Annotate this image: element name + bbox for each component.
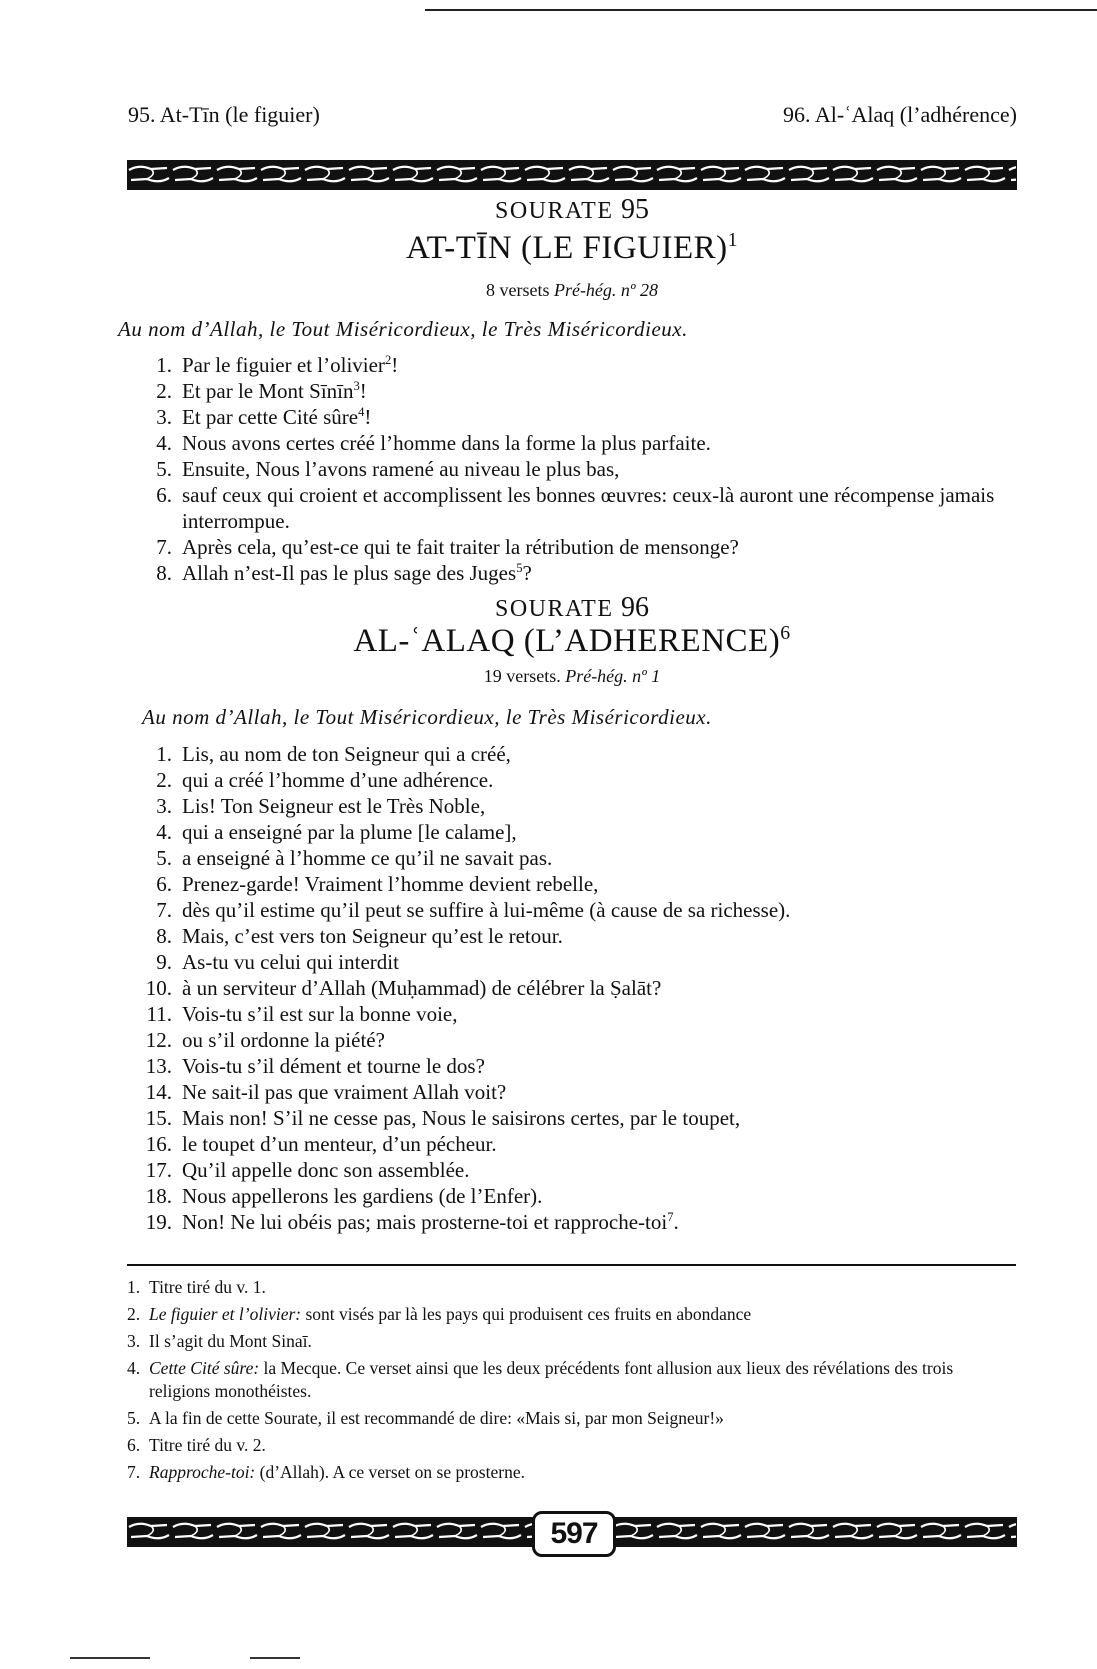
footnote-number: 6. — [127, 1435, 141, 1455]
verse-number: 5. — [156, 457, 172, 481]
footnote-ref: 7 — [667, 1210, 674, 1224]
verse-number: 5. — [156, 846, 172, 870]
verse-body: Nous appellerons les gardiens (de l’Enfer). — [182, 1184, 543, 1208]
footnote — [127, 1303, 1017, 1326]
verse-number: 15. — [145, 1106, 172, 1130]
footnote-text — [149, 1276, 1017, 1299]
verse-text — [182, 897, 1017, 923]
sourate-95-basmala: Au nom d’Allah, le Tout Miséricordieux, le Très Miséricordieux. — [118, 317, 688, 341]
verse-text — [182, 456, 1017, 482]
verse — [127, 1183, 1017, 1209]
verse-text — [182, 1105, 1017, 1131]
verse-text — [182, 819, 1017, 845]
verse — [127, 1131, 1017, 1157]
footnote-body: sont visés par là les pays qui produisent ces fruits en abondance — [301, 1304, 752, 1324]
verse — [127, 1001, 1017, 1027]
verse-number: 4. — [156, 431, 172, 455]
sourate-95-verses — [127, 352, 1017, 586]
verse-text — [182, 352, 1017, 378]
verse-text — [182, 1001, 1017, 1027]
verse-text — [182, 1027, 1017, 1053]
verse — [127, 975, 1017, 1001]
footnote — [127, 1461, 1017, 1484]
verse-body: Qu’il appelle donc son assemblée. — [182, 1158, 470, 1182]
footnote — [127, 1434, 1017, 1457]
verse — [127, 1105, 1017, 1131]
verse-punctuation: . — [673, 1210, 679, 1234]
verse-body: Et par le Mont Sīnīn — [182, 379, 354, 403]
verse-body: As-tu vu celui qui interdit — [182, 950, 399, 974]
footnote-term: Cette Cité sûre: — [149, 1358, 260, 1378]
verse — [127, 378, 1017, 404]
verse — [127, 456, 1017, 482]
verse-punctuation: ? — [522, 561, 532, 585]
footnote-body: Il s’agit du Mont Sinaī. — [149, 1331, 312, 1351]
verse — [127, 1209, 1017, 1235]
verse-text — [182, 378, 1017, 404]
verse-number: 4. — [156, 820, 172, 844]
verse-number: 10. — [145, 976, 172, 1000]
footnote — [127, 1330, 1017, 1353]
verse-body: le toupet d’un menteur, d’un pécheur. — [182, 1132, 497, 1156]
verse-number: 13. — [145, 1054, 172, 1078]
verse-number: 7. — [156, 535, 172, 559]
verse-text — [182, 1209, 1017, 1235]
verse — [127, 1027, 1017, 1053]
verse-text — [182, 1131, 1017, 1157]
verse — [127, 923, 1017, 949]
verse-number: 17. — [145, 1158, 172, 1182]
verse — [127, 897, 1017, 923]
footnote-ref: 5 — [516, 561, 523, 575]
verse-text — [182, 1183, 1017, 1209]
verse — [127, 1053, 1017, 1079]
verse-body: sauf ceux qui croient et accomplissent les bonnes œuvres: ceux-là auront une récompense jamais interrompue. — [182, 483, 995, 533]
verse-text — [182, 1079, 1017, 1105]
footnotes — [127, 1276, 1017, 1488]
verse — [127, 1079, 1017, 1105]
footnote — [127, 1276, 1017, 1299]
sourate-96-meta: 19 versets. Pré-hég. nº 1 — [483, 666, 661, 686]
verse-text — [182, 560, 1017, 586]
footnote-number: 1. — [127, 1277, 141, 1297]
footnote-number: 2. — [127, 1304, 141, 1324]
sourate-96-verses — [127, 741, 1017, 1235]
verse-body: Mais non! S’il ne cesse pas, Nous le saisirons certes, par le toupet, — [182, 1106, 741, 1130]
running-head-right: 96. Al-ʿAlaq (l’adhérence) — [783, 102, 1017, 127]
verse-number: 9. — [156, 950, 172, 974]
verse-body: Non! Ne lui obéis pas; mais prosterne-toi et rapproche-toi — [182, 1210, 668, 1234]
verse-body: Ne sait-il pas que vraiment Allah voit? — [182, 1080, 507, 1104]
verse-text — [182, 430, 1017, 456]
footnote-text — [149, 1357, 1017, 1403]
verse — [127, 1157, 1017, 1183]
verse-number: 2. — [156, 379, 172, 403]
verse-text — [182, 923, 1017, 949]
footnote-body: Titre tiré du v. 1. — [149, 1277, 266, 1297]
verse-text — [182, 949, 1017, 975]
verse-punctuation: ! — [391, 353, 399, 377]
verse-body: Après cela, qu’est-ce qui te fait traiter la rétribution de mensonge? — [182, 535, 739, 559]
sourate-95-label: SOURATE 95 — [494, 194, 649, 225]
verse-number: 8. — [156, 561, 172, 585]
sourate-95-meta: 8 versets Pré-hég. nº 28 — [485, 280, 659, 300]
verse-text — [182, 793, 1017, 819]
verse-text — [182, 741, 1017, 767]
running-head-left: 95. At-Tīn (le figuier) — [128, 102, 320, 127]
footnote-body: Titre tiré du v. 2. — [149, 1435, 266, 1455]
page-number: 597 — [532, 1511, 616, 1557]
footnote-text — [149, 1434, 1017, 1457]
verse-punctuation: ! — [359, 379, 367, 403]
verse-number: 2. — [156, 768, 172, 792]
verse-number: 16. — [145, 1132, 172, 1156]
verse — [127, 560, 1017, 586]
verse-body: qui a créé l’homme d’une adhérence. — [182, 768, 494, 792]
verse-body: qui a enseigné par la plume [le calame], — [182, 820, 517, 844]
verse-body: Nous avons certes créé l’homme dans la forme la plus parfaite. — [182, 431, 711, 455]
verse-body: Prenez-garde! Vraiment l’homme devient rebelle, — [182, 872, 599, 896]
verse-number: 6. — [156, 483, 172, 507]
footnote-text — [149, 1407, 1017, 1430]
verse — [127, 793, 1017, 819]
footnote-number: 4. — [127, 1358, 141, 1378]
verse-body: Par le figuier et l’olivier — [182, 353, 385, 377]
verse-number: 1. — [156, 742, 172, 766]
verse-text — [182, 767, 1017, 793]
verse-number: 3. — [156, 405, 172, 429]
verse-body: Vois-tu s’il est sur la bonne voie, — [182, 1002, 458, 1026]
verse — [127, 819, 1017, 845]
verse-number: 11. — [146, 1002, 172, 1026]
verse-text — [182, 534, 1017, 560]
sourate-96-label: SOURATE 96 — [494, 592, 649, 623]
verse — [127, 430, 1017, 456]
verse — [127, 767, 1017, 793]
verse-body: a enseigné à l’homme ce qu’il ne savait pas. — [182, 846, 553, 870]
footnote-ref: 3 — [353, 379, 360, 393]
verse-body: Mais, c’est vers ton Seigneur qu’est le retour. — [182, 924, 563, 948]
footnote-ref: 2 — [384, 353, 392, 367]
verse-body: Ensuite, Nous l’avons ramené au niveau le plus bas, — [182, 457, 620, 481]
verse-text — [182, 845, 1017, 871]
verse-number: 19. — [145, 1210, 172, 1234]
verse — [127, 534, 1017, 560]
verse-number: 1. — [156, 353, 172, 377]
footnote-body: la Mecque. Ce verset ainsi que les deux précédents font allusion aux lieux des révélations des trois religions monothéistes. — [149, 1358, 954, 1401]
bottom-mark-1 — [70, 1657, 150, 1659]
footnote-rule — [127, 1264, 1016, 1266]
verse-number: 3. — [156, 794, 172, 818]
verse-text — [182, 975, 1017, 1001]
verse — [127, 404, 1017, 430]
verse — [127, 741, 1017, 767]
verse-body: Lis! Ton Seigneur est le Très Noble, — [182, 794, 486, 818]
verse-body: à un serviteur d’Allah (Muḥammad) de célébrer la Ṣalāt? — [182, 976, 662, 1000]
footnote-term: Rapproche-toi: — [149, 1462, 256, 1482]
verse-text — [182, 871, 1017, 897]
verse-body: ou s’il ordonne la piété? — [182, 1028, 385, 1052]
verse-number: 14. — [145, 1080, 172, 1104]
footnote-body: (d’Allah). A ce verset on se prosterne. — [255, 1462, 525, 1482]
footnote-number: 5. — [127, 1408, 141, 1428]
verse-body: dès qu’il estime qu’il peut se suffire à lui-même (à cause de sa richesse). — [182, 898, 791, 922]
footnote-term: Le figuier et l’olivier: — [149, 1304, 302, 1324]
verse-body: Allah n’est-Il pas le plus sage des Juges — [182, 561, 517, 585]
verse-number: 8. — [156, 924, 172, 948]
verse-text — [182, 482, 1017, 534]
verse-body: Lis, au nom de ton Seigneur qui a créé, — [182, 742, 511, 766]
sourate-96-title: AL-ʿALAQ (L’ADHERENCE)$^6$ — [353, 622, 791, 659]
verse-text — [182, 1157, 1017, 1183]
top-rule — [425, 9, 1097, 11]
verse-number: 18. — [145, 1184, 172, 1208]
footnote-body: A la fin de cette Sourate, il est recommandé de dire: «Mais si, par mon Seigneur!» — [149, 1408, 724, 1428]
verse — [127, 845, 1017, 871]
sourate-96-basmala: Au nom d’Allah, le Tout Miséricordieux, le Très Miséricordieux. — [142, 705, 712, 729]
verse-text — [182, 1053, 1017, 1079]
footnote — [127, 1407, 1017, 1430]
footnote-number: 3. — [127, 1331, 141, 1351]
footnote-ref: 4 — [358, 405, 365, 419]
verse-number: 6. — [156, 872, 172, 896]
verse — [127, 352, 1017, 378]
verse-number: 12. — [145, 1028, 172, 1052]
footnote-text — [149, 1303, 1017, 1326]
footnote-text — [149, 1461, 1017, 1484]
footnote — [127, 1357, 1017, 1403]
verse-text — [182, 404, 1017, 430]
verse-body: Vois-tu s’il dément et tourne le dos? — [182, 1054, 485, 1078]
verse-punctuation: ! — [364, 405, 372, 429]
footnote-text — [149, 1330, 1017, 1353]
verse — [127, 871, 1017, 897]
ornamental-border-top — [127, 160, 1017, 190]
sourate-95-title: AT-TĪN (LE FIGUIER)$^1$ — [405, 229, 739, 266]
footnote-number: 7. — [127, 1462, 141, 1482]
verse — [127, 949, 1017, 975]
verse — [127, 482, 1017, 534]
bottom-mark-2 — [250, 1657, 300, 1659]
verse-number: 7. — [156, 898, 172, 922]
verse-body: Et par cette Cité sûre — [182, 405, 359, 429]
